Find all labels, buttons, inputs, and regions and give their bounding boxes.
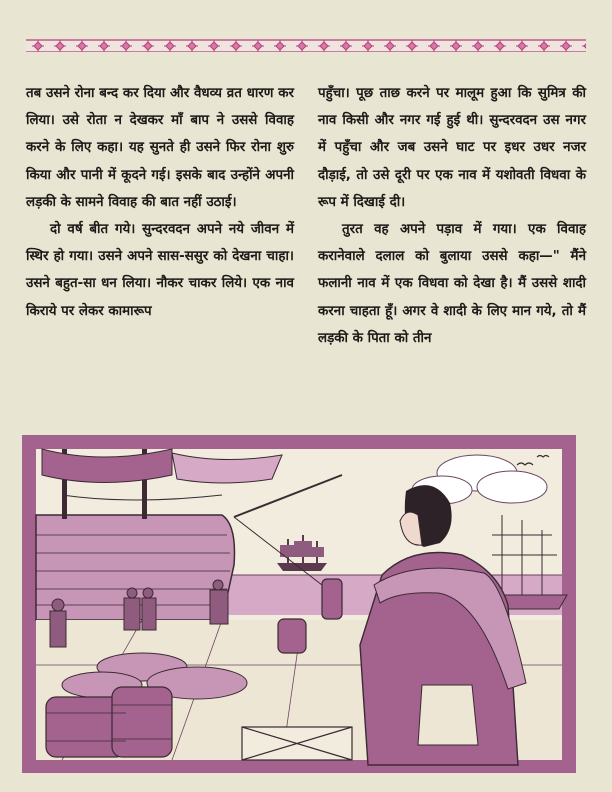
harbor-scene-illustration bbox=[22, 435, 576, 773]
floral-border-icon bbox=[26, 39, 586, 52]
crate-icon bbox=[242, 727, 352, 760]
text-body bbox=[26, 80, 586, 420]
paragraph: पहुँचा। पूछ ताछ करने पर मालूम हुआ कि सुमित्र की नाव किसी और नगर गई हुई थी। सुन्दरवदन उस नगर में पहुँचा और जब उसने घाट पर इधर उधर नजर दौड़ाई, तो उसे दूरी पर एक नाव में यशोवती विधवा के रूप में दिखाई दी। bbox=[318, 86, 586, 210]
illustration-frame bbox=[22, 435, 576, 773]
left-column bbox=[26, 80, 294, 420]
paragraph: तुरत वह अपने पड़ाव में गया। एक विवाह करानेवाले दलाल को बुलाया उससे कहा—" मैंने फलानी नाव में एक विधवा को देखा है। मैं उससे शादी करना चाहता हूँ। अगर वे शादी के लिए मान गये, तो मैं लड़की के पिता को तीन bbox=[318, 222, 586, 346]
decorative-border bbox=[26, 38, 586, 52]
paragraph: तब उसने रोना बन्द कर दिया और वैधव्य व्रत धारण कर लिया। उसे रोता न देखकर माँ बाप ने उससे विवाह करने के लिए कहा। यह सुनते ही उसने फिर रोना शुरु किया और पानी में कूदने गई। इसके बाद उन्होंने अपनी लड़की के सामने विवाह की बात नहीं उठाई। bbox=[26, 86, 294, 210]
paragraph: दो वर्ष बीत गये। सुन्दरवदन अपने नये जीवन में स्थिर हो गया। उसने अपने सास-ससुर को देखना चाहा। उसने बहुत-सा धन लिया। नौकर चाकर लिये। एक नाव किराये पर लेकर कामारूप bbox=[26, 222, 294, 319]
right-column bbox=[318, 80, 586, 420]
